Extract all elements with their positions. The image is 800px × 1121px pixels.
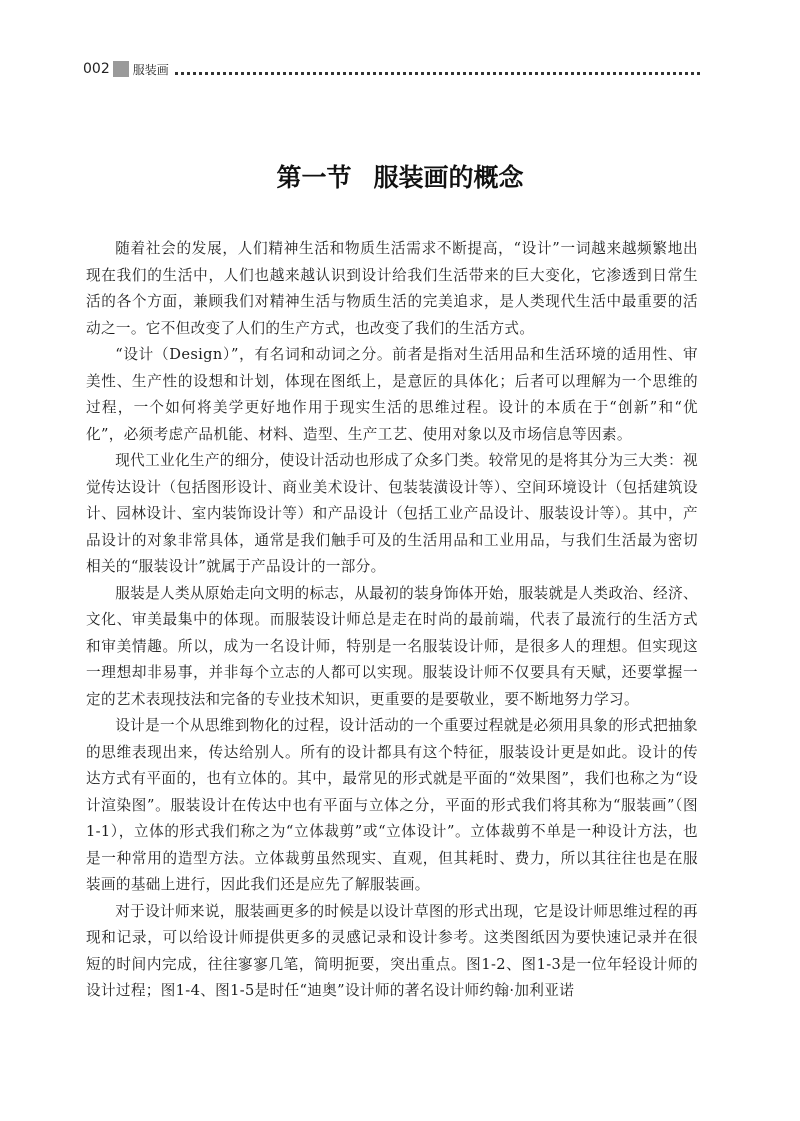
page-number: 002 xyxy=(83,61,110,77)
page-header xyxy=(83,58,700,80)
section-number: 第一节 xyxy=(276,163,352,192)
section-heading xyxy=(0,158,800,194)
section-title-text: 服装画的概念 xyxy=(373,163,524,192)
paragraph: 设计是一个从思维到物化的过程，设计活动的一个重要过程就是必须用具象的形式把抽象的思维表现出来，传达给别人。所有的设计都具有这个特征，服装设计更是如此。设计的传达方式有平面的，也有立体的。其中，最常见的形式就是平面的“效果图”，我们也称之为“设计渲染图”。服装设计在传达中也有平面与立体之分，平面的形式我们将其称为“服装画”（图1-1），立体的形式我们称之为“立体裁剪”或“立体设计”。立体裁剪不单是一种设计方法，也是一种常用的造型方法。立体裁剪虽然现实、直观，但其耗时、费力，所以其往往也是在服装画的基础上进行，因此我们还是应先了解服装画。 xyxy=(86,717,698,893)
paragraph: 对于设计师来说，服装画更多的时候是以设计草图的形式出现，它是设计师思维过程的再现和记录，可以给设计师提供更多的灵感记录和设计参考。这类图纸因为要快速记录并在很短的时间内完成，往往寥寥几笔，简明扼要，突出重点。图1-2、图1-3是一位年轻设计师的设计过程；图1-4、图1-5是时任“迪奥”设计师的著名设计师约翰·加利亚诺 xyxy=(86,902,698,999)
dotted-leader-line xyxy=(175,72,700,75)
running-title: 服装画 xyxy=(132,62,169,77)
header-marker-block xyxy=(113,61,129,77)
paragraph: 随着社会的发展，人们精神生活和物质生活需求不断提高，“设计”一词越来越频繁地出现在我们的生活中，人们也越来越认识到设计给我们生活带来的巨大变化，它渗透到日常生活的各个方面，兼顾我们对精神生活与物质生活的完美追求，是人类现代生活中最重要的活动之一。它不但改变了人们的生产方式，也改变了我们的生活方式。 xyxy=(86,240,698,337)
body-text xyxy=(86,236,698,1005)
paragraph: “设计（Design）”，有名词和动词之分。前者是指对生活用品和生活环境的适用性、审美性、生产性的设想和计划，体现在图纸上，是意匠的具体化；后者可以理解为一个思维的过程，一个如何将美学更好地作用于现实生活的思维过程。设计的本质在于“创新”和“优化”，必须考虑产品机能、材料、造型、生产工艺、使用对象以及市场信息等因素。 xyxy=(86,346,698,443)
paragraph: 现代工业化生产的细分，使设计活动也形成了众多门类。较常见的是将其分为三大类：视觉传达设计（包括图形设计、商业美术设计、包装装潢设计等）、空间环境设计（包括建筑设计、园林设计、室内装饰设计等）和产品设计（包括工业产品设计、服装设计等）。其中，产品设计的对象非常具体，通常是我们触手可及的生活用品和工业用品，与我们生活最为密切相关的“服装设计”就属于产品设计的一部分。 xyxy=(86,452,698,575)
paragraph: 服装是人类从原始走向文明的标志，从最初的装身饰体开始，服装就是人类政治、经济、文化、审美最集中的体现。而服装设计师总是走在时尚的最前端，代表了最流行的生活方式和审美情趣。所以，成为一名设计师，特别是一名服装设计师，是很多人的理想。但实现这一理想却非易事，并非每个立志的人都可以实现。服装设计师不仅要具有天赋，还要掌握一定的艺术表现技法和完备的专业技术知识，更重要的是要敬业，要不断地努力学习。 xyxy=(86,584,698,708)
